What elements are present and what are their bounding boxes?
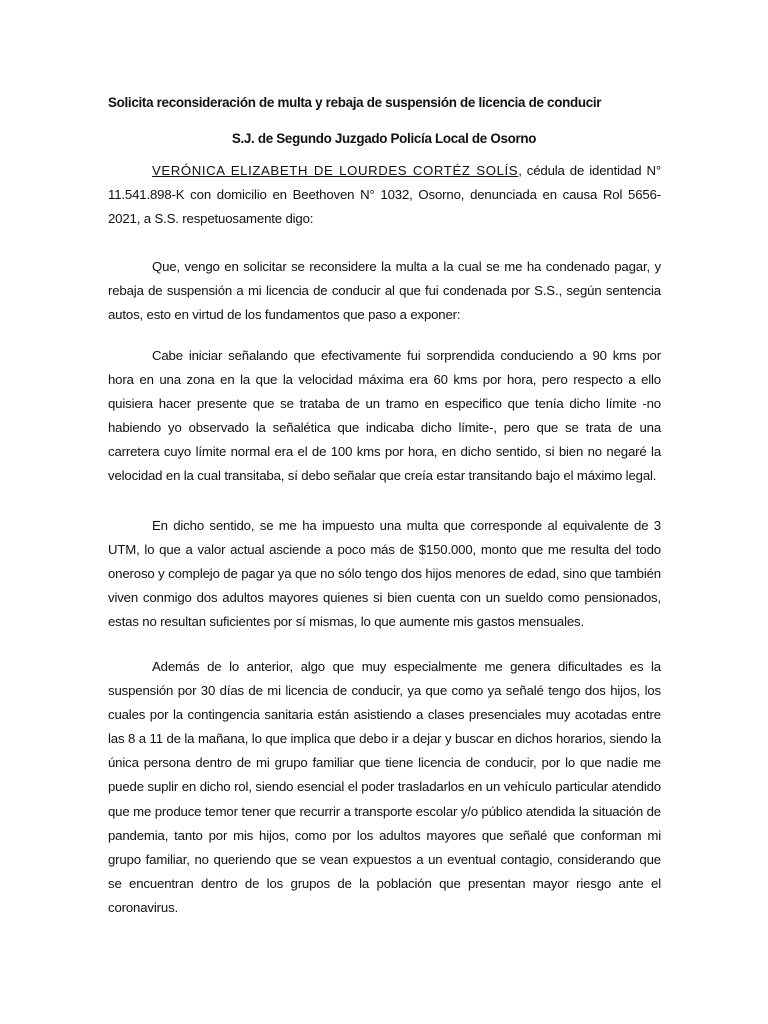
paragraph-speed bbox=[108, 344, 661, 489]
document-title: Solicita reconsideración de multa y rebaja de suspensión de licencia de conducir bbox=[108, 95, 602, 110]
paragraph-text: Además de lo anterior, algo que muy especialmente me genera dificultades es la suspensión por 30 días de mi licencia de conducir, ya que como ya señalé tengo dos hijos, los cuales por la contingencia sanitaria están asistiendo a clases presenciales muy acotadas entre las 8 a 11 de la mañana, lo que implica que debo ir a dejar y buscar en dichos horarios, siendo la única persona dentro de mi grupo familiar que tiene licencia de conducir, por lo que nadie me puede suplir en dicho rol, siendo esencial el poder trasladarlos en un vehículo particular atendido que me produce temor tener que recurrir a transporte escolar y/o público atendida la situación de pandemia, tanto por mis hijos, como por los adultos mayores que señalé que conforman mi grupo familiar, no queriendo que se vean expuestos a un eventual contagio, considerando que se encuentran dentro de los grupos de la población que presentan mayor riesgo ante el coronavirus. bbox=[108, 659, 661, 915]
paragraph-text: Que, vengo en solicitar se reconsidere la multa a la cual se me ha condenado pagar, y rebaja de suspensión a mi licencia de conducir al que fui condenada por S.S., según sentencia autos, esto en virtud de los fundamentos que paso a exponer: bbox=[108, 259, 661, 323]
paragraph-request bbox=[108, 255, 661, 327]
paragraph-text: Cabe iniciar señalando que efectivamente fui sorprendida conduciendo a 90 kms por hora en una zona en la que la velocidad máxima era 60 kms por hora, pero respecto a ello quisiera hacer presente que se trataba de un tramo en especifico que tenía dicho límite -no habiendo yo observado la señalética que indicaba dicho límite-, pero que se trata de una carretera cuyo límite normal era el de 100 kms por hora, en dicho sentido, si bien no negaré la velocidad en la cual transitaba, sí debo señalar que creía estar transitando bajo el máximo legal. bbox=[108, 348, 661, 484]
applicant-details: , cédula de identidad N° 11.541.898-K con domicilio en Beethoven N° 1032, Osorno, denunciada en causa Rol 5656-2021, a S.S. respetuosamente digo: bbox=[108, 163, 661, 227]
paragraph-suspension bbox=[108, 655, 661, 920]
paragraph-applicant bbox=[108, 159, 661, 231]
paragraph-fine bbox=[108, 514, 661, 634]
applicant-name: VERÓNICA ELIZABETH DE LOURDES CORTÉZ SOLÍS bbox=[152, 163, 519, 178]
paragraph-text: En dicho sentido, se me ha impuesto una multa que corresponde al equivalente de 3 UTM, lo que a valor actual asciende a poco más de $150.000, monto que me resulta del todo oneroso y complejo de pagar ya que no sólo tengo dos hijos menores de edad, sino que también viven conmigo dos adultos mayores quienes si bien cuenta con un sueldo como pensionados, estas no resultan suficientes por sí mismas, lo que aumente mis gastos mensuales. bbox=[108, 518, 661, 630]
document-addressee: S.J. de Segundo Juzgado Policía Local de Osorno bbox=[231, 131, 537, 146]
